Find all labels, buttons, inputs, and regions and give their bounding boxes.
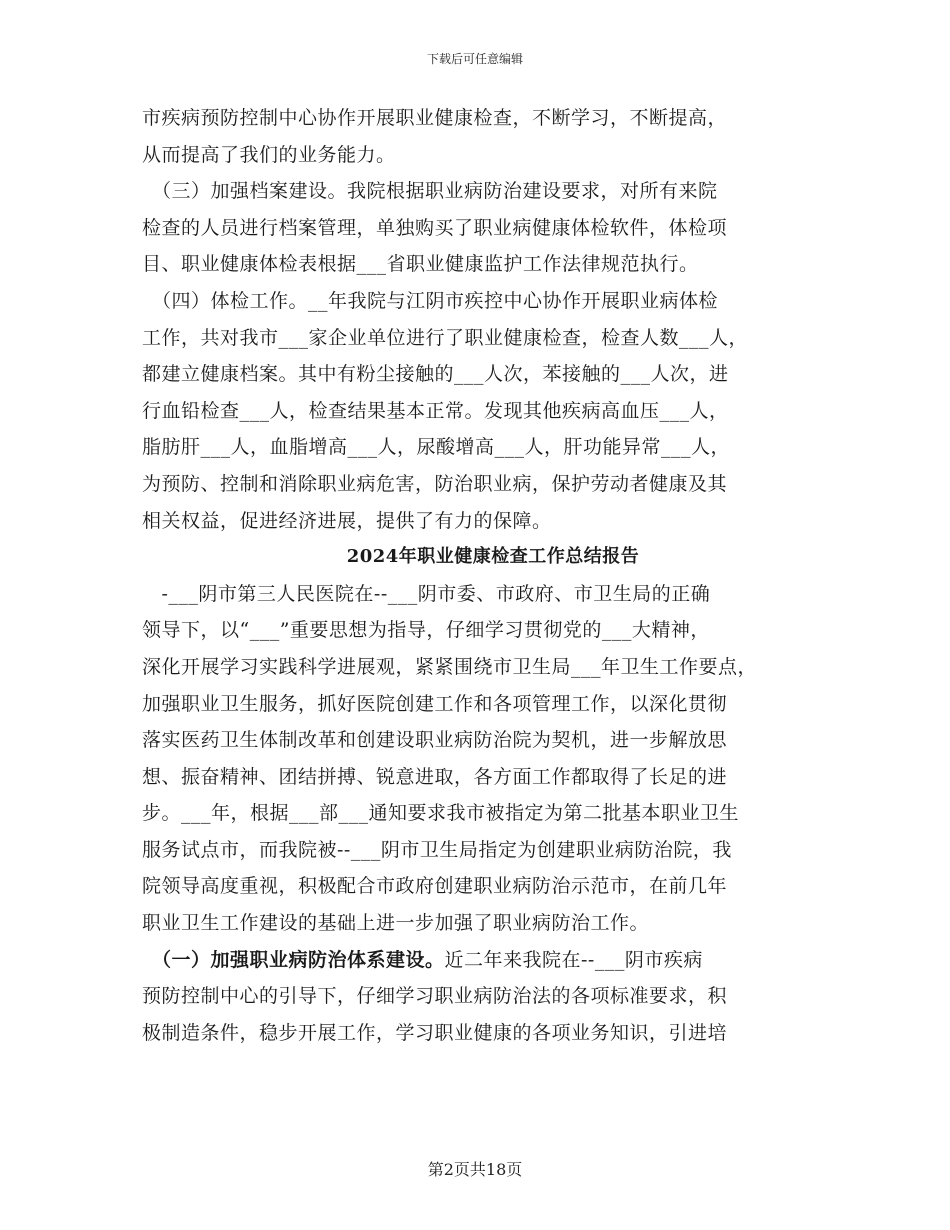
paragraph-line: 脂肪肝___人，血脂增高___人，尿酸增高___人，肝功能异常___人， (142, 436, 731, 459)
report-title: 2024年职业健康检查工作总结报告 (346, 546, 640, 568)
section-first-line (142, 942, 832, 979)
page-header: 下载后可任意编辑 (426, 52, 523, 66)
section-heading: （一）加强职业病防治体系建设。 (142, 948, 445, 971)
paragraph-line: 服务试点市，而我院被--___阴市卫生局指定为创建职业病防治院，我 (142, 838, 732, 861)
paragraph-line: 加强职业卫生服务，抓好医院创建工作和各项管理工作，以深化贯彻 (142, 692, 728, 715)
paragraph-line: 步。___年，根据___部___通知要求我市被指定为第二批基本职业卫生 (142, 802, 740, 825)
paragraph-line: 预防控制中心的引导下，仔细学习职业病防治法的各项标准要求，积 (142, 985, 728, 1008)
paragraph-line: 市疾病预防控制中心协作开展职业健康检查，不断学习，不断提高， (142, 107, 728, 129)
paragraph-line: 领导下，以“___”重要思想为指导，仔细学习贯彻党的___大精神， (142, 619, 710, 642)
paragraph-line: 目、职业健康体检表根据___省职业健康监护工作法律规范执行。 (142, 253, 699, 276)
paragraph-line: 都建立健康档案。其中有粉尘接触的___人次，苯接触的___人次，进 (142, 363, 729, 386)
paragraph-line: 为预防、控制和消除职业病危害，防治职业病，保护劳动者健康及其 (142, 472, 728, 495)
paragraph-line: 相关权益，促进经济进展，提供了有力的保障。 (142, 509, 552, 532)
document-body (142, 100, 832, 1051)
paragraph-line: 检查的人员进行档案管理，单独购买了职业病健康体检软件，体检项 (142, 216, 728, 239)
paragraph-line: 想、振奋精神、团结拼搏、锐意进取，各方面工作都取得了长足的进 (142, 765, 728, 788)
paragraph-line: 工作，共对我市___家企业单位进行了职业健康检查，检查人数___人， (142, 326, 749, 349)
paragraph-line: （三）加强档案建设。我院根据职业病防治建设要求，对所有来院 (142, 180, 718, 203)
paragraph-line: 院领导高度重视，积极配合市政府创建职业病防治示范市，在前几年 (142, 875, 728, 898)
paragraph-line: -___阴市第三人民医院在--___阴市委、市政府、市卫生局的正确 (142, 582, 711, 605)
paragraph-line: 行血铅检查___人，检查结果基本正常。发现其他疾病高血压___人， (142, 399, 729, 422)
paragraph-line: 职业卫生工作建设的基础上进一步加强了职业病防治工作。 (142, 912, 650, 935)
page-footer: 第2页共18页 (427, 1160, 523, 1179)
paragraph-line: 落实医药卫生体制改革和创建设职业病防治院为契机，进一步解放思 (142, 729, 728, 752)
section-text: 近二年来我院在--___阴市疾病 (444, 948, 703, 971)
paragraph-line: 极制造条件，稳步开展工作，学习职业健康的各项业务知识，引进培 (142, 1021, 728, 1044)
paragraph-line: （四）体检工作。__年我院与江阴市疾控中心协作开展职业病体检 (142, 289, 719, 312)
paragraph-line: 从而提高了我们的业务能力。 (142, 143, 396, 166)
paragraph-line: 深化开展学习实践科学进展观，紧紧围绕市卫生局___年卫生工作要点， (142, 655, 758, 678)
